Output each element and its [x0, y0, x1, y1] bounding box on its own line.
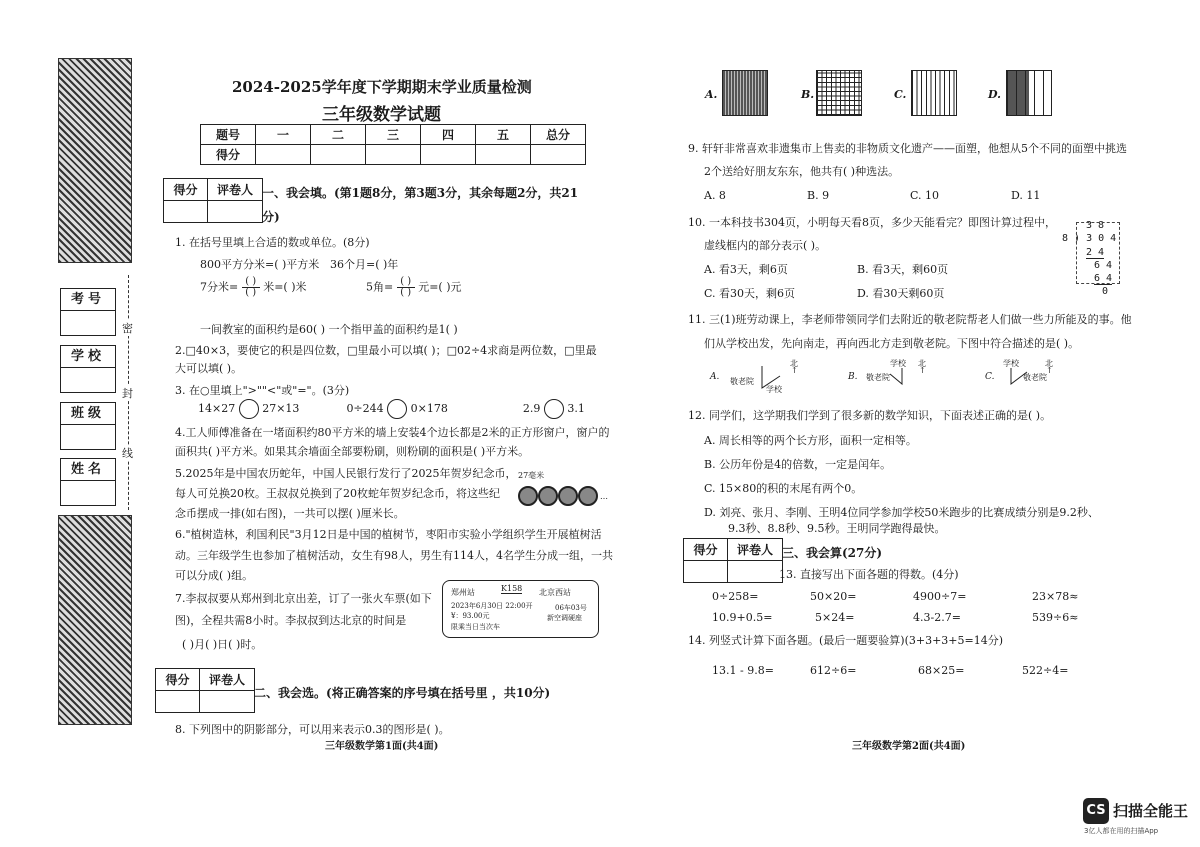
- score-table-cell: 四: [421, 125, 476, 145]
- q11-option-a[interactable]: [710, 356, 820, 396]
- ticket-note: 限乘当日当次车: [451, 623, 500, 631]
- question-14: 14. 列竖式计算下面各题。(最后一题要验算)(3+3+3+5=14分): [688, 634, 1004, 647]
- q14-item: 13.1 - 9.8=: [712, 664, 774, 677]
- train-ticket: [442, 580, 599, 638]
- q12-option-b[interactable]: B. 公历年份是4的倍数，一定是闰年。: [704, 458, 892, 471]
- q12-option-c[interactable]: C. 15×80的积的末尾有两个0。: [704, 482, 863, 495]
- watermark-tagline: 3亿人都在用的扫描App: [1084, 827, 1159, 835]
- question-3: 3. 在○里填上">""<"或"="。(3分): [175, 384, 350, 397]
- question-1c-post: 米=( )米: [263, 280, 307, 294]
- q13-item: 23×78≈: [1032, 590, 1079, 603]
- page-2-footer: 三年级数学第2面(共4面): [852, 741, 966, 752]
- q9-option-b[interactable]: B. 9: [807, 189, 830, 202]
- section-3-title: 三、我会算(27分): [782, 546, 883, 560]
- q13-item: 4900÷7=: [913, 590, 967, 603]
- division-step-2: 6 4: [1094, 260, 1113, 271]
- grader-input[interactable]: [208, 201, 263, 223]
- q10-option-b[interactable]: B. 看3天，剩60页: [857, 263, 949, 276]
- compare-circle[interactable]: [239, 399, 259, 419]
- q11-option-c-label: C.: [985, 372, 995, 382]
- page-1-footer: 三年级数学第1面(共4面): [325, 741, 439, 752]
- question-1d-pre: 5角=: [366, 280, 394, 294]
- question-2: 2.□40×3，要使它的积是四位数，□里最小可以填( )；□02÷4求商是两位数，□里最: [175, 344, 597, 357]
- question-11-cont: 们从学校出发，先向南走，再向西北方走到敬老院。下图中符合描述的是( )。: [704, 337, 1080, 350]
- question-5-cont: 每人可兑换20枚。王叔叔兑换到了20枚蛇年贺岁纪念币，将这些纪: [175, 487, 500, 500]
- question-1: 1. 在括号里填上合适的数或单位。(8分): [175, 236, 370, 249]
- q8-option-c-figure: [911, 70, 957, 116]
- coin-icon: [558, 486, 578, 506]
- school-label: 学校: [766, 385, 782, 394]
- q12-option-d-cont: 9.3秒、8.8秒、9.5秒。王明同学跑得最快。: [728, 522, 946, 535]
- q10-option-c[interactable]: C. 看30天，剩6页: [704, 287, 796, 300]
- division-step-1: 2 4: [1086, 247, 1105, 258]
- seal-mark-xian: 线: [122, 447, 133, 460]
- score-table-cell: 总分: [531, 125, 586, 145]
- section-2-title: 二、我会选。(将正确答案的序号填在括号里 ，共10分): [254, 686, 551, 700]
- compare-circle[interactable]: [387, 399, 407, 419]
- class-field[interactable]: [60, 402, 116, 450]
- north-arrow-icon: ↑: [1046, 366, 1053, 375]
- question-5: 5.2025年是中国农历蛇年，中国人民银行发行了2025年贺岁纪念币，: [175, 467, 517, 480]
- score-input[interactable]: [684, 561, 728, 583]
- north-arrow-icon: ↑: [791, 366, 798, 375]
- fraction-blank: $\frac{( )}{( )}$: [242, 277, 260, 298]
- class-label: 班级: [61, 403, 115, 425]
- dashed-box: [1076, 222, 1120, 284]
- q13-item: 10.9+0.5=: [712, 611, 773, 624]
- question-1b: 36个月=( )年: [330, 258, 399, 271]
- decorative-border-bottom: [58, 515, 132, 725]
- fraction-blank: $\frac{( )}{( )}$: [397, 277, 415, 298]
- grader-box-1: [163, 178, 263, 223]
- q8-option-a-label: A.: [705, 88, 718, 101]
- q11-option-b-label: B.: [848, 372, 858, 382]
- question-1e: 一间教室的面积约是60( ) 一个指甲盖的面积约是1( ): [200, 323, 458, 336]
- question-1d: [366, 277, 462, 298]
- name-label: 姓名: [61, 459, 115, 481]
- q8-option-b-label: B.: [801, 88, 815, 101]
- ticket-from: 郑州站: [451, 588, 475, 597]
- division-remainder: 0: [1102, 286, 1109, 297]
- school-label: 学校: [1003, 359, 1019, 368]
- score-input[interactable]: [256, 145, 311, 165]
- north-label: 北: [790, 359, 798, 368]
- score-label: 得分: [164, 179, 208, 201]
- question-8: 8. 下列图中的阴影部分，可以用来表示0.3的图形是( )。: [175, 723, 450, 736]
- q13-item: 4.3-2.7=: [913, 611, 961, 624]
- question-9: 9. 轩轩非常喜欢非遗集市上售卖的非物质文化遗产——面塑，他想从5个不同的面塑中挑选: [688, 142, 1127, 155]
- question-1c-pre: 7分米=: [200, 280, 239, 294]
- grader-label: 评卷人: [728, 539, 783, 561]
- score-label: 得分: [684, 539, 728, 561]
- ticket-date: 2023年6月30日 22:00开: [451, 602, 533, 610]
- home-label: 敬老院: [730, 377, 754, 386]
- question-10-cont: 虚线框内的部分表示( )。: [704, 239, 827, 252]
- cs-logo-icon: CS: [1083, 798, 1109, 824]
- question-10: 10. 一本科技书304页，小明每天看8页，多少天能看完？即图计算过程中，: [688, 216, 1056, 229]
- q9-option-a[interactable]: A. 8: [704, 189, 726, 202]
- home-label: 敬老院: [866, 373, 890, 382]
- question-12: 12. 同学们，这学期我们学到了很多新的数学知识，下面表述正确的是( )。: [688, 409, 1052, 422]
- grader-label: 评卷人: [200, 669, 255, 691]
- q13-item: 0÷258=: [712, 590, 759, 603]
- q12-option-d[interactable]: D. 刘亮、张月、李刚、王明4位同学参加学校50米跑步的比赛成绩分别是9.2秒、: [704, 506, 1099, 519]
- q14-item: 68×25=: [918, 664, 965, 677]
- ticket-seat-type: 新空调硬座: [547, 614, 582, 622]
- school-label: 学校: [61, 346, 115, 368]
- q3-a-right: 27×13: [262, 402, 300, 415]
- q10-option-a[interactable]: A. 看3天，剩6页: [704, 263, 788, 276]
- q10-option-d[interactable]: D. 看30天剩60页: [857, 287, 945, 300]
- q14-item: 612÷6=: [810, 664, 857, 677]
- q11-option-c[interactable]: [985, 356, 1095, 396]
- q3-b-left: 0÷244: [346, 402, 384, 415]
- question-1c: [200, 277, 307, 298]
- question-4: 4.工人师傅准备在一堵面积约80平方米的墙上安装4个边长都是2米的正方形窗户，窗户的: [175, 426, 610, 439]
- question-7-cont2: ( )月( )日( )时。: [182, 638, 263, 651]
- grader-label: 评卷人: [208, 179, 263, 201]
- ticket-to: 北京西站: [539, 588, 571, 597]
- score-input[interactable]: [156, 691, 200, 713]
- seal-mark-feng: 封: [122, 387, 133, 400]
- question-6: 6."植树造林，利国利民"3月12日是中国的植树节，枣阳市实验小学组织学生开展植树活: [175, 528, 602, 541]
- route-path-icon: [1003, 366, 1033, 388]
- score-input[interactable]: [476, 145, 531, 165]
- grader-box-2: [155, 668, 255, 713]
- exam-subtitle: 三年级数学试题: [322, 105, 441, 125]
- question-7-cont: 图)，全程共需8小时。李叔叔到达北京的时间是: [175, 614, 407, 627]
- watermark-brand: 扫描全能王: [1113, 802, 1189, 820]
- exam-number-label: 考号: [61, 289, 115, 311]
- section-1-title-cont: 分): [262, 210, 280, 224]
- q8-option-b-figure: [816, 70, 862, 116]
- north-label: 北: [1045, 359, 1053, 368]
- question-4-cont: 面积共( )平方米。如果其余墙面全部要粉刷，则粉刷的面积是( )平方米。: [175, 445, 530, 458]
- q9-option-d[interactable]: D. 11: [1011, 189, 1041, 202]
- grader-input[interactable]: [200, 691, 255, 713]
- question-11: 11. 三(1)班劳动课上，李老师带领同学们去附近的敬老院帮老人们做一些力所能及的事。他: [688, 313, 1132, 326]
- question-9-cont: 2个送给好朋友东东，他共有( )种选法。: [704, 165, 900, 178]
- score-input[interactable]: [421, 145, 476, 165]
- score-label: 得分: [156, 669, 200, 691]
- score-table-cell: 五: [476, 125, 531, 145]
- name-field[interactable]: [60, 458, 116, 506]
- score-table-cell: 题号: [201, 125, 256, 145]
- division-dividend: 8 ) 3 0 4: [1062, 233, 1117, 244]
- ticket-train: K158: [501, 584, 523, 593]
- north-arrow-icon: ↑: [919, 366, 926, 375]
- score-input[interactable]: [366, 145, 421, 165]
- route-path-icon: [754, 364, 784, 394]
- question-7: 7.李叔叔要从郑州到北京出差，订了一张火车票(如下: [175, 592, 432, 605]
- grader-input[interactable]: [728, 561, 783, 583]
- exam-number-field[interactable]: [60, 288, 116, 336]
- division-step-3: 6 4: [1094, 273, 1113, 284]
- school-label: 学校: [890, 359, 906, 368]
- ellipsis-icon: …: [600, 492, 608, 501]
- grader-box-3: [683, 538, 783, 583]
- score-table-cell: 二: [311, 125, 366, 145]
- compare-circle[interactable]: [544, 399, 564, 419]
- q8-option-c-label: C.: [894, 88, 907, 101]
- question-2-cont: 大可以填( )。: [175, 362, 243, 375]
- home-label: 敬老院: [1023, 373, 1047, 382]
- q11-option-a-label: A.: [710, 372, 720, 382]
- q13-item: 50×20=: [810, 590, 857, 603]
- north-label: 北: [918, 359, 926, 368]
- q8-option-d-label: D.: [988, 88, 1001, 101]
- q12-option-a[interactable]: A. 周长相等的两个长方形，面积一定相等。: [704, 434, 917, 447]
- q3-c-left: 2.9: [522, 402, 541, 415]
- score-table: [200, 124, 586, 165]
- question-1a: 800平方分米=( )平方米: [200, 258, 320, 271]
- ticket-seat: 06车03号: [555, 604, 587, 612]
- question-3-items: [198, 399, 598, 419]
- q9-option-c[interactable]: C. 10: [910, 189, 940, 202]
- coin-icon: [518, 486, 538, 506]
- division-quotient: 3 8: [1086, 220, 1105, 231]
- score-table-cell: 一: [256, 125, 311, 145]
- school-field[interactable]: [60, 345, 116, 393]
- seal-mark-mi: 密: [122, 322, 133, 335]
- score-input[interactable]: [164, 201, 208, 223]
- score-table-cell: 三: [366, 125, 421, 145]
- coin-size-label: 27毫米: [518, 471, 545, 480]
- q3-c-right: 3.1: [567, 402, 585, 415]
- section-1-title: 一、我会填。(第1题8分，第3题3分，其余每题2分，共21: [262, 186, 579, 200]
- q3-a-left: 14×27: [198, 402, 236, 415]
- q8-option-d-figure: [1006, 70, 1052, 116]
- exam-title: 2024-2025学年度下学期期末学业质量检测: [232, 78, 532, 96]
- q13-item: 539÷6≈: [1032, 611, 1079, 624]
- q13-item: 5×24=: [815, 611, 855, 624]
- question-13: 13. 直接写出下面各题的得数。(4分): [779, 568, 959, 581]
- score-table-cell: 得分: [201, 145, 256, 165]
- question-6-cont2: 可以分成( )组。: [175, 569, 254, 582]
- coin-icon: [578, 486, 598, 506]
- long-division-figure: [1062, 220, 1122, 300]
- score-input[interactable]: [311, 145, 366, 165]
- coin-icon: [538, 486, 558, 506]
- q8-option-a-figure: [722, 70, 768, 116]
- score-input[interactable]: [531, 145, 586, 165]
- route-path-icon: [888, 366, 918, 388]
- question-6-cont: 动。三年级学生也参加了植树活动，女生有98人，男生有114人，4名学生分成一组，一共: [175, 549, 613, 562]
- q3-b-right: 0×178: [410, 402, 448, 415]
- coin-figure: [512, 470, 608, 510]
- question-5-cont2: 念币摆成一排(如右图)，一共可以摆( )厘米长。: [175, 507, 405, 520]
- ticket-price: ¥：93.00元: [451, 612, 490, 620]
- q11-option-b[interactable]: [848, 356, 958, 396]
- q14-item: 522÷4=: [1022, 664, 1069, 677]
- question-1d-post: 元=( )元: [418, 280, 462, 294]
- decorative-border-top: [58, 58, 132, 263]
